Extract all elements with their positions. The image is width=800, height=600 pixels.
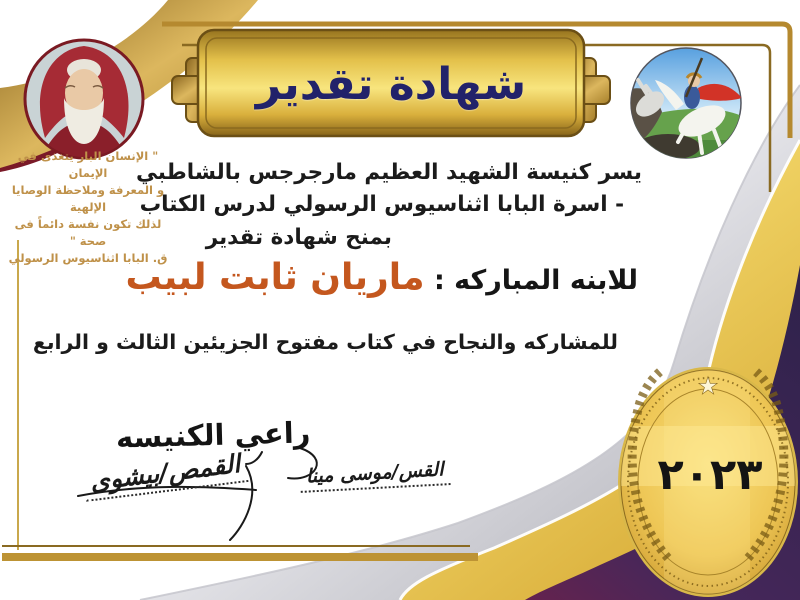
saint-athanasius-portrait: [25, 40, 143, 160]
quote-line-1: " الإنسان البار يتغذى في الإيمان: [17, 149, 159, 180]
recipient-label: للابنه المباركه :: [424, 265, 638, 296]
recipient-name: ماريان ثابت لبيب: [125, 257, 425, 298]
quote-line-2: و المعرفة وملاحظة الوصايا الإلهية: [11, 183, 165, 214]
body-line-1: يسر كنيسة الشهيد العظيم مارجرجس بالشاطبي: [135, 160, 642, 185]
signature-priest-moussa: القس/موسى مينا: [299, 458, 450, 493]
body-line-2: - اسرة البابا اثناسيوس الرسولي لدرس الكتاب: [139, 192, 624, 217]
quote-line-3: لذلك تكون نفسة دائماً فى صحة ": [14, 217, 162, 248]
star-icon: ★: [697, 372, 719, 400]
medal-year: ٢٠٢٣: [657, 450, 763, 500]
reason-line: للمشاركه والنجاح في كتاب مفتوح الجزيئين الثالث و الرابع: [32, 330, 618, 354]
banner-title: شهادة تقدير: [255, 58, 527, 110]
signature-archpriest-bishoy: القمص/بيشوى: [83, 448, 249, 502]
pastor-title: راعي الكنيسه: [115, 415, 311, 455]
quote-line-4: ق. البابا اثناسيوس الرسولي: [8, 251, 168, 265]
body-line-3: بمنح شهادة تقدير: [205, 225, 392, 250]
recipient-line: [126, 257, 639, 298]
